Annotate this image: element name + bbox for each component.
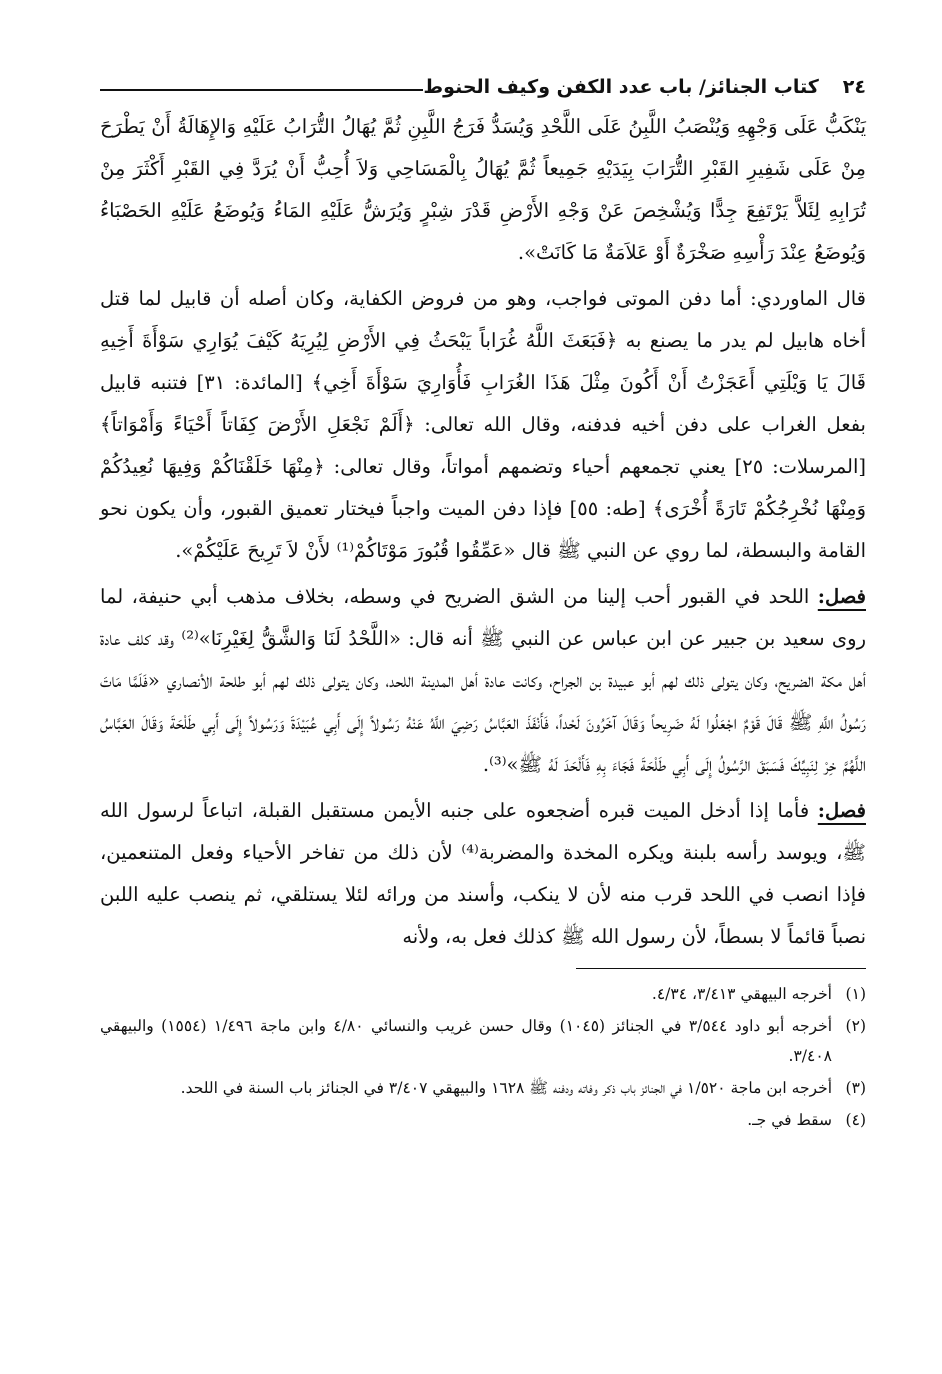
running-title: كتاب الجنائز/ باب عدد الكفن وكيف الحنوط [423, 76, 819, 98]
footnote-number: (٢) [845, 1017, 866, 1035]
footnote-text: أخرجه أبو داود ٣/٥٤٤ في الجنائز (١٠٤٥) وقال حسن غريب والنسائي ٤/٨٠ وابن ماجة ١/٤٩٦ (١٥٥٤) والبيهقي ٣/٤٠٨. [100, 1017, 832, 1065]
section-text: اللحد في القبور أحب إلينا من الشق الضريح في وسطه، بخلاف مذهب أبي حنيفة، لما روى سعيد بن جبير عن ابن عباس عن النبي ﷺ أنه قال: «اللَّحْدُ لَنَا وَالشَّقُّ لِغَيْرِنَا»⁽²⁾ وقد كلف عادة أهل مكة الضريح، وكان يتولى ذلك لهم أبو عبيدة بن الجراح، وكانت عادة أهل المدينة اللحد، وكان يتولى ذلك لهم أبو طلحة الأنصاري «فَلَمَّا مَاتَ رَسُولُ اللَّهِ ﷺ قَالَ قَوْمٌ اجْعَلُوا لَهُ ضَرِيحاً وَقَالَ آخَرُونَ لَحْداً، فَأَنْفَذَ العَبَّاسُ رَضِيَ اللَّهُ عَنْهُ رَسُولاً إِلَى أَبِي عُبَيْدَةَ وَرَسُولاً إِلَى أَبِي طَلْحَةَ وَقَالَ العَبَّاسُ اللَّهُمَّ خِرْ لِنَبِيِّكَ فَسَبَقَ الرَّسُولُ إِلَى أَبِي طَلْحَةَ فَجَاءَ بِهِ فَأَلْحَدَ لَهُ ﷺ»⁽³⁾. [100, 585, 867, 776]
page-header [100, 62, 866, 98]
footnotes [100, 979, 866, 1135]
footnote [100, 1011, 866, 1071]
footnote-text: سقط في جـ. [747, 1111, 832, 1129]
footnote-text: أخرجه البيهقي ٣/٤١٣، ٤/٣٤. [651, 985, 832, 1003]
page-number: ٢٤ [842, 76, 866, 98]
section-text: فأما إذا أدخل الميت قبره أضجعوه على جنبه الأيمن مستقبل القبلة، اتباعاً لرسول الله ﷺ، ويوسد رأسه بلبنة ويكره المخدة والمضربة⁽⁴⁾ لأن ذلك من تفاخر الأحياء وفعل المتنعمين، فإذا انصب في اللحد قرب منه لأن لا ينكب، وأسند من ورائه لئلا يستلقي، ثم ينصب عليه اللبن نصباً قائماً لا بسطاً، لأن رسول الله ﷺ كذلك فعل به، ولأنه [100, 799, 866, 948]
main-text [100, 106, 866, 958]
footnote [100, 1105, 866, 1135]
footnote-number: (٤) [845, 1111, 866, 1129]
footnote-number: (١) [845, 985, 866, 1003]
paragraph-mawardi: قال الماوردي: أما دفن الموتى فواجب، وهو من فروض الكفاية، وكان أصله أن قابيل لما قتل أخاه هابيل لم يدر ما يصنع به ﴿فَبَعَثَ اللَّهُ غُرَاباً يَبْحَثُ فِي الأَرْضِ لِيُرِيَهُ كَيْفَ يُوَارِي سَوْأَةَ أَخِيهِ قَالَ يَا وَيْلَتِي أَعَجَزْتُ أَنْ أَكُونَ مِثْلَ هَذَا الغُرَابِ فَأُوَارِيَ سَوْأَةَ أَخِي﴾ [المائدة: ٣١] فتنبه قابيل بفعل الغراب على دفن أخيه فدفنه، وقال الله تعالى: ﴿أَلَمْ نَجْعَلِ الأَرْضَ كِفَاتاً أَحْيَاءً وَأَمْوَاتاً﴾ [المرسلات: ٢٥] يعني تجمعهم أحياء وتضمهم أمواتاً، وقال تعالى: ﴿مِنْهَا خَلَقْنَاكُمْ وَفِيهَا نُعِيدُكُمْ وَمِنْهَا نُخْرِجُكُمْ تَارَةً أُخْرَى﴾ [طه: ٥٥] فإذا دفن الميت واجباً فيختار تعميق القبور، وأن يكون نحو القامة والبسطة، لما روي عن النبي ﷺ قال «عَمِّقُوا قُبُورَ مَوْتَاكُمْ⁽¹⁾ لأَنْ لاَ تَرِيحَ عَلَيْكُمْ». [100, 287, 866, 562]
section-lahd [100, 576, 866, 786]
footnote [100, 1073, 866, 1103]
section-burial [100, 790, 866, 958]
footnote-text: أخرجه ابن ماجة ١/٥٢٠ في الجنائز باب ذكر وفاته ودفنه ﷺ ١٦٢٨ والبيهقي ٣/٤٠٧ في الجنائز باب السنة في اللحد. [180, 1079, 832, 1097]
footnote [100, 979, 866, 1009]
footnote-rule [576, 968, 866, 969]
paragraph-quote: يَنْكَبُّ عَلَى وَجْهِهِ وَيُنْصَبُ اللَّبِنُ عَلَى اللَّحْدِ وَيُسَدُّ فَرَجُ اللَّبِنِ ثُمَّ يُهَالُ التُّرَابُ عَلَيْهِ وَالإِهَالَةُ أَنْ يَطْرَحَ مِنْ عَلَى شَفِيرِ القَبْرِ التُّرَابَ بِيَدَيْهِ جَمِيعاً ثُمَّ يُهَالُ بِالْمَسَاحِي وَلاَ أُحِبُّ أَنْ يُرَدَّ فِي القَبْرِ أَكْثَرَ مِنْ تُرَابِهِ لِئَلاَّ يَرْتَفِعَ جِدًّا وَيُشْخِصَ عَنْ وَجْهِ الأَرْضِ قَدْرَ شِبْرٍ وَيُرَشُّ عَلَيْهِ المَاءُ وَيُوضَعُ عَلَيْهِ الحَصْبَاءُ وَيُوضَعُ عِنْدَ رَأْسِهِ صَخْرَةٌ أَوْ عَلاَمَةٌ مَا كَانَتْ». [100, 115, 866, 264]
book-page [100, 62, 866, 1137]
footnote-number: (٣) [845, 1079, 866, 1097]
header-rule [100, 89, 423, 91]
section-lead: فصل: [817, 585, 866, 608]
section-lead: فصل: [817, 799, 866, 822]
